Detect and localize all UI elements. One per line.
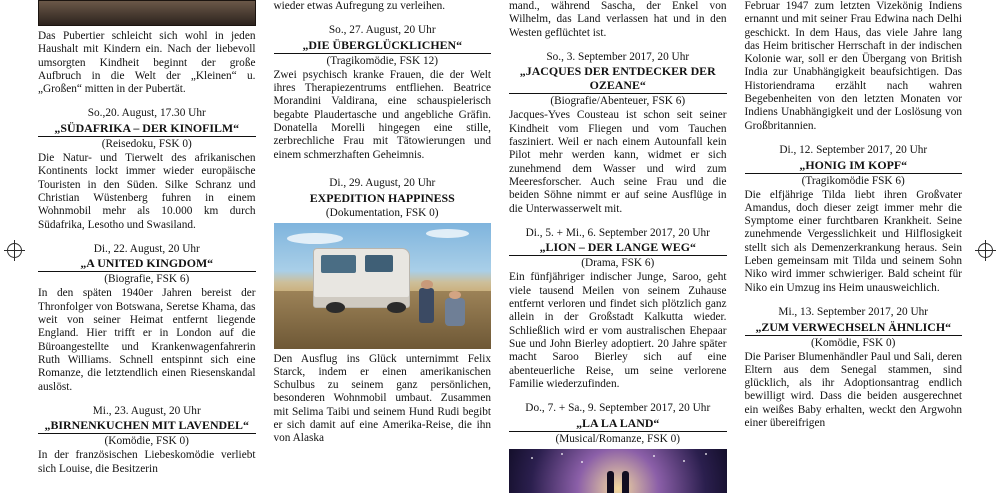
- film-title: EXPEDITION HAPPINESS: [309, 190, 455, 205]
- screening-date: So., 27. August, 20 Uhr: [328, 24, 436, 37]
- film-title: „JACQUES DER ENTDECKER DER OZEANE“: [509, 64, 727, 94]
- column-3: [501, 0, 735, 500]
- film-genre: (Tragikomödie, FSK 12): [326, 54, 439, 67]
- film-title: „DIE ÜBERGLÜCKLICHEN“: [274, 38, 492, 54]
- paragraph: Das Pubertier schleicht sich wohl in jeden Haushalt mit Kindern ein. Nach der liebevoll umsorgten Kindheit beginnt der große Aufbruch in die Welt der „Kleinen“ u. „Großen“ mitten in der Pubertät.: [38, 30, 256, 96]
- screening-date: Do., 7. + Sa., 9. September 2017, 20 Uhr: [525, 402, 711, 415]
- film-genre: (Dokumentation, FSK 0): [325, 206, 439, 219]
- paragraph: In der französischen Liebeskomödie verliebt sich Louise, die Besitzerin: [38, 449, 256, 475]
- column-2: [266, 0, 500, 500]
- screening-date: Mi., 13. September 2017, 20 Uhr: [778, 305, 929, 318]
- paragraph: Die Pariser Blumenhändler Paul und Sali, deren Eltern aus dem Senegal stammen, sind glücklich, als ihr Adoptionsantrag endlich bewilligt wird. Dass die beiden ausgerechnet ein weißes Baby erhalten, weckt den Argwohn einer übereifrigen: [744, 350, 962, 430]
- film-title: „A UNITED KINGDOM“: [38, 256, 256, 272]
- film-title: „ZUM VERWECHSELN ÄHNLICH“: [745, 320, 963, 336]
- paragraph: Jacques-Yves Cousteau ist schon seit seiner Kindheit vom Fliegen und vom Tauchen fasziniert. Weil er nach einem Autounfall kein Pilot mehr werden kann, widmet er sich zunehmend dem Wasser und wird zum Meeresforscher. Auch seine Frau und die beiden Söhne nimmt er auf seine Ausflüge in die Unterwasserwelt mit.: [509, 109, 727, 215]
- column-container: [30, 0, 970, 500]
- column-4: [737, 0, 971, 500]
- film-genre: (Musical/Romanze, FSK 0): [555, 432, 681, 445]
- film-title: „LA LA LAND“: [509, 416, 727, 432]
- paragraph: Ein fünfjähriger indischer Junge, Saroo, geht viele tausend Meilen von seinem Zuhause entfernt verloren und findet sich plötzlich ganz allein in der Großstadt Kalkutta wieder. Schließlich wird er vom australischen Ehepaar Sue und John Bierley adoptiert. 20 Jahre später macht Saroo Bierley sich auf eine abenteuerliche Reise, um seine verlorene Familie wiederzufinden.: [509, 271, 727, 390]
- film-genre: (Reisedoku, FSK 0): [101, 138, 192, 151]
- paragraph: Den Ausflug ins Glück unternimmt Felix Starck, indem er einen amerikanischen Schulbus zu seinem ganz persönlichen, besonderen Wohnmobil umbaut. Zusammen mit Selima Taibi und seinem Hund Rudi begibt er sich damit auf eine Amerika-Reise, die ihn von Alaska: [273, 352, 491, 445]
- photo-la-la-land: [509, 449, 727, 493]
- paragraph: mand., während Sascha, der Enkel von Wilhelm, das Land verlassen hat und in den Westen geflüchtet ist.: [509, 0, 727, 39]
- film-genre: (Drama, FSK 6): [581, 257, 655, 270]
- film-genre: (Biografie/Abenteuer, FSK 6): [550, 95, 686, 108]
- registration-mark-right: [978, 243, 993, 258]
- screening-date: So.,20. August, 17.30 Uhr: [87, 107, 206, 120]
- film-genre: (Komödie, FSK 0): [104, 435, 189, 448]
- film-title: „SÜDAFRIKA – DER KINOFILM“: [38, 121, 256, 137]
- paragraph: Zwei psychisch kranke Frauen, die der Welt ihres Therapiezentrums entfliehen. Beatrice Morandini Valdirana, eine schauspielerisch begabte Plaudertasche und angebliche Gräfin. Donatella Morelli hingegen eine stille, zerbrechliche Frau mit Tätowierungen und einem schmerzhaften Geheimnis.: [273, 68, 491, 161]
- screening-date: Mi., 23. August, 20 Uhr: [92, 404, 201, 417]
- paragraph: Februar 1947 zum letzten Vizekönig Indiens ernannt und mit seiner Frau Edwina nach Delhi geschickt. In dem Haus, das viele Jahre lang das Heim britischer Herrschaft in der indischen Kolonie war, soll er den Übergang von British India zur Unabhängigkeit beaufsichtigen. Das Historiendrama erzählt nach wahren Begebenheiten von den letzten Monaten vor Indiens Unabhängigkeit und der Loslösung von Großbritannien.: [744, 0, 962, 132]
- film-title: „BIRNENKUCHEN MIT LAVENDEL“: [38, 418, 256, 434]
- screening-date: Di., 5. + Mi., 6. September 2017, 20 Uhr: [525, 226, 710, 239]
- registration-mark-left: [7, 243, 22, 258]
- paragraph: wieder etwas Aufregung zu verleihen.: [273, 0, 446, 12]
- column-1: [30, 0, 264, 500]
- film-title: „LION – DER LANGE WEG“: [509, 240, 727, 256]
- photo-pubertier-crop: [38, 0, 256, 26]
- film-genre: (Tragikomödie FSK 6): [801, 174, 905, 187]
- paragraph: Die Natur- und Tierwelt des afrikanischen Kontinents lockt immer wieder europäische Touristen in den Süden. Silke Schranz und Christian Wüstenberg fuhren in einem Wohnmobil mehr als 10.000 km durch Südafrika, Lesotho und Swasiland.: [38, 152, 256, 231]
- film-genre: (Biografie, FSK 6): [104, 273, 190, 286]
- screening-date: So., 3. September 2017, 20 Uhr: [546, 50, 690, 63]
- screening-date: Di., 22. August, 20 Uhr: [93, 242, 200, 255]
- film-title: „HONIG IM KOPF“: [745, 158, 963, 174]
- paragraph: In den späten 1940er Jahren bereist der Thronfolger von Botswana, Seretse Khama, das weit von seiner Heimat entfernt liegende England. Hier trifft er in London auf die Büroangestellte und Krankenwagenfahrerin Ruth Williams. Schnell entspinnt sich eine Romanze, die letztendlich einen Riesenskandal auslöst.: [38, 287, 256, 393]
- paragraph: Die elfjährige Tilda liebt ihren Großvater Amandus, doch dieser zeigt immer mehr die Symptome einer furchtbaren Krankheit. Seine zunehmende Vergesslichkeit und Hilflosigkeit stellt sich als Demenzerkrankung heraus. Sein Leben gemeinsam mit Tilda und seinem Sohn Niko wird immer schwieriger. Bald scheint für Niko ein Umzug ins Heim unausweichlich.: [744, 188, 962, 294]
- screening-date: Di., 12. September 2017, 20 Uhr: [779, 143, 928, 156]
- film-genre: (Komödie, FSK 0): [811, 336, 896, 349]
- photo-expedition-happiness-van: [274, 223, 492, 349]
- screening-date: Di., 29. August, 20 Uhr: [329, 176, 436, 189]
